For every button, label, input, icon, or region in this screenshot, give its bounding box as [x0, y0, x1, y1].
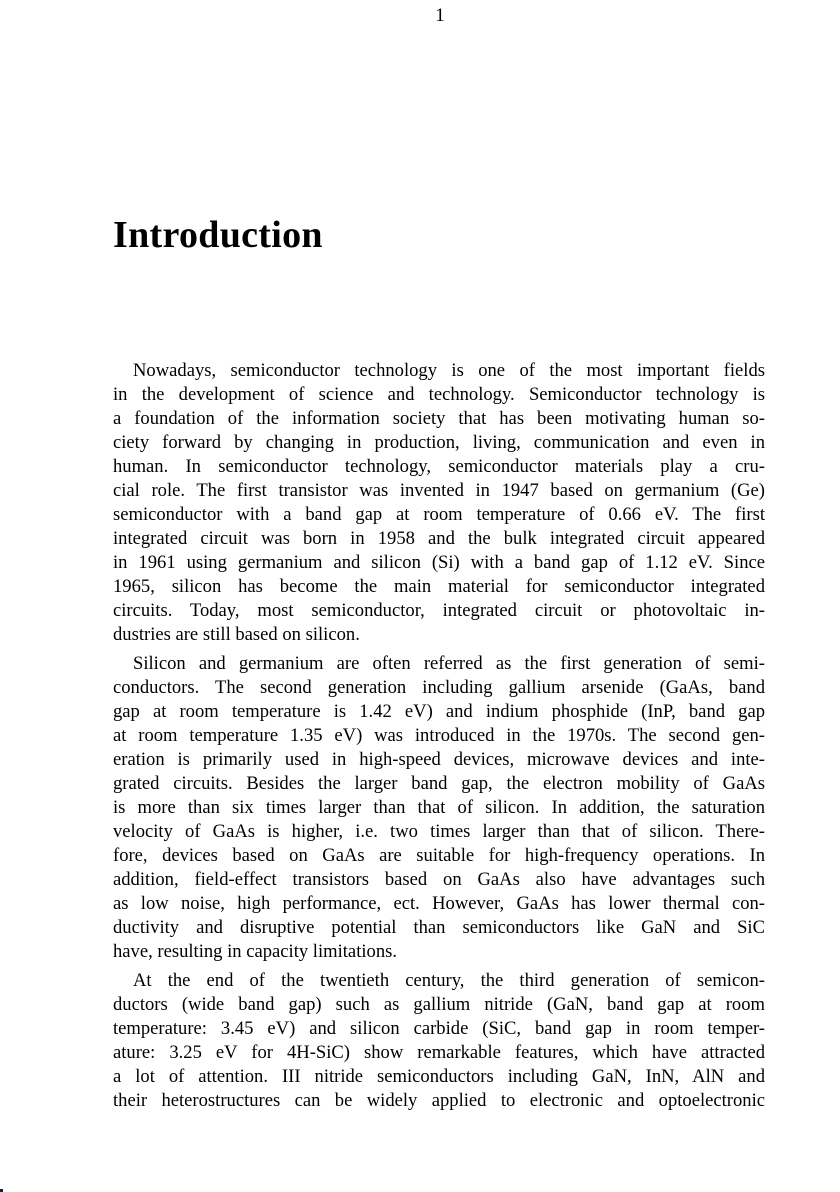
text-line: in 1961 using germanium and silicon (Si) with a band gap of 1.12 eV. Since [113, 552, 765, 573]
text-line: Nowadays, semiconductor technology is one of the most important fields [133, 360, 765, 381]
text-line: addition, field-effect transistors based on GaAs also have advantages such [113, 869, 765, 890]
text-line: velocity of GaAs is higher, i.e. two times larger than that of silicon. There- [113, 821, 765, 842]
text-line: human. In semiconductor technology, semiconductor materials play a cru- [113, 456, 765, 477]
text-line: a lot of attention. III nitride semiconductors including GaN, InN, AlN and [113, 1066, 765, 1087]
text-line: have, resulting in capacity limitations. [113, 941, 397, 962]
text-line: temperature: 3.45 eV) and silicon carbide (SiC, band gap in room temper- [113, 1018, 765, 1039]
text-line: grated circuits. Besides the larger band gap, the electron mobility of GaAs [113, 773, 765, 794]
text-line: integrated circuit was born in 1958 and the bulk integrated circuit appeared [113, 528, 765, 549]
page-number: 1 [435, 5, 445, 26]
text-line: ature: 3.25 eV for 4H-SiC) show remarkable features, which have attracted [113, 1042, 765, 1063]
text-line: is more than six times larger than that of silicon. In addition, the saturation [113, 797, 765, 818]
text-line: gap at room temperature is 1.42 eV) and indium phosphide (InP, band gap [113, 701, 765, 722]
text-line: ciety forward by changing in production, living, communication and even in [113, 432, 765, 453]
paragraph-2 [113, 652, 765, 964]
chapter-title: Introduction [113, 214, 323, 256]
paragraph-3 [113, 969, 765, 1113]
text-line: ductors (wide band gap) such as gallium nitride (GaN, band gap at room [113, 994, 765, 1015]
text-line: 1965, silicon has become the main material for semiconductor integrated [113, 576, 765, 597]
text-line: Silicon and germanium are often referred as the first generation of semi- [133, 653, 765, 674]
text-line: eration is primarily used in high-speed devices, microwave devices and inte- [113, 749, 765, 770]
text-line: circuits. Today, most semiconductor, integrated circuit or photovoltaic in- [113, 600, 765, 621]
text-line: in the development of science and technology. Semiconductor technology is [113, 384, 765, 405]
text-line: dustries are still based on silicon. [113, 624, 360, 645]
text-line: semiconductor with a band gap at room temperature of 0.66 eV. The first [113, 504, 765, 525]
text-line: fore, devices based on GaAs are suitable for high-frequency operations. In [113, 845, 765, 866]
text-line: ductivity and disruptive potential than semiconductors like GaN and SiC [113, 917, 765, 938]
text-line: cial role. The first transistor was invented in 1947 based on germanium (Ge) [113, 480, 765, 501]
text-line: At the end of the twentieth century, the third generation of semicon- [133, 970, 765, 991]
text-line: as low noise, high performance, ect. However, GaAs has lower thermal con- [113, 893, 765, 914]
body-text [113, 359, 765, 1118]
text-line: at room temperature 1.35 eV) was introduced in the 1970s. The second gen- [113, 725, 765, 746]
paragraph-1 [113, 359, 765, 647]
text-line: a foundation of the information society that has been motivating human so- [113, 408, 765, 429]
text-line: their heterostructures can be widely applied to electronic and optoelectronic [113, 1090, 765, 1111]
text-line: conductors. The second generation including gallium arsenide (GaAs, band [113, 677, 765, 698]
